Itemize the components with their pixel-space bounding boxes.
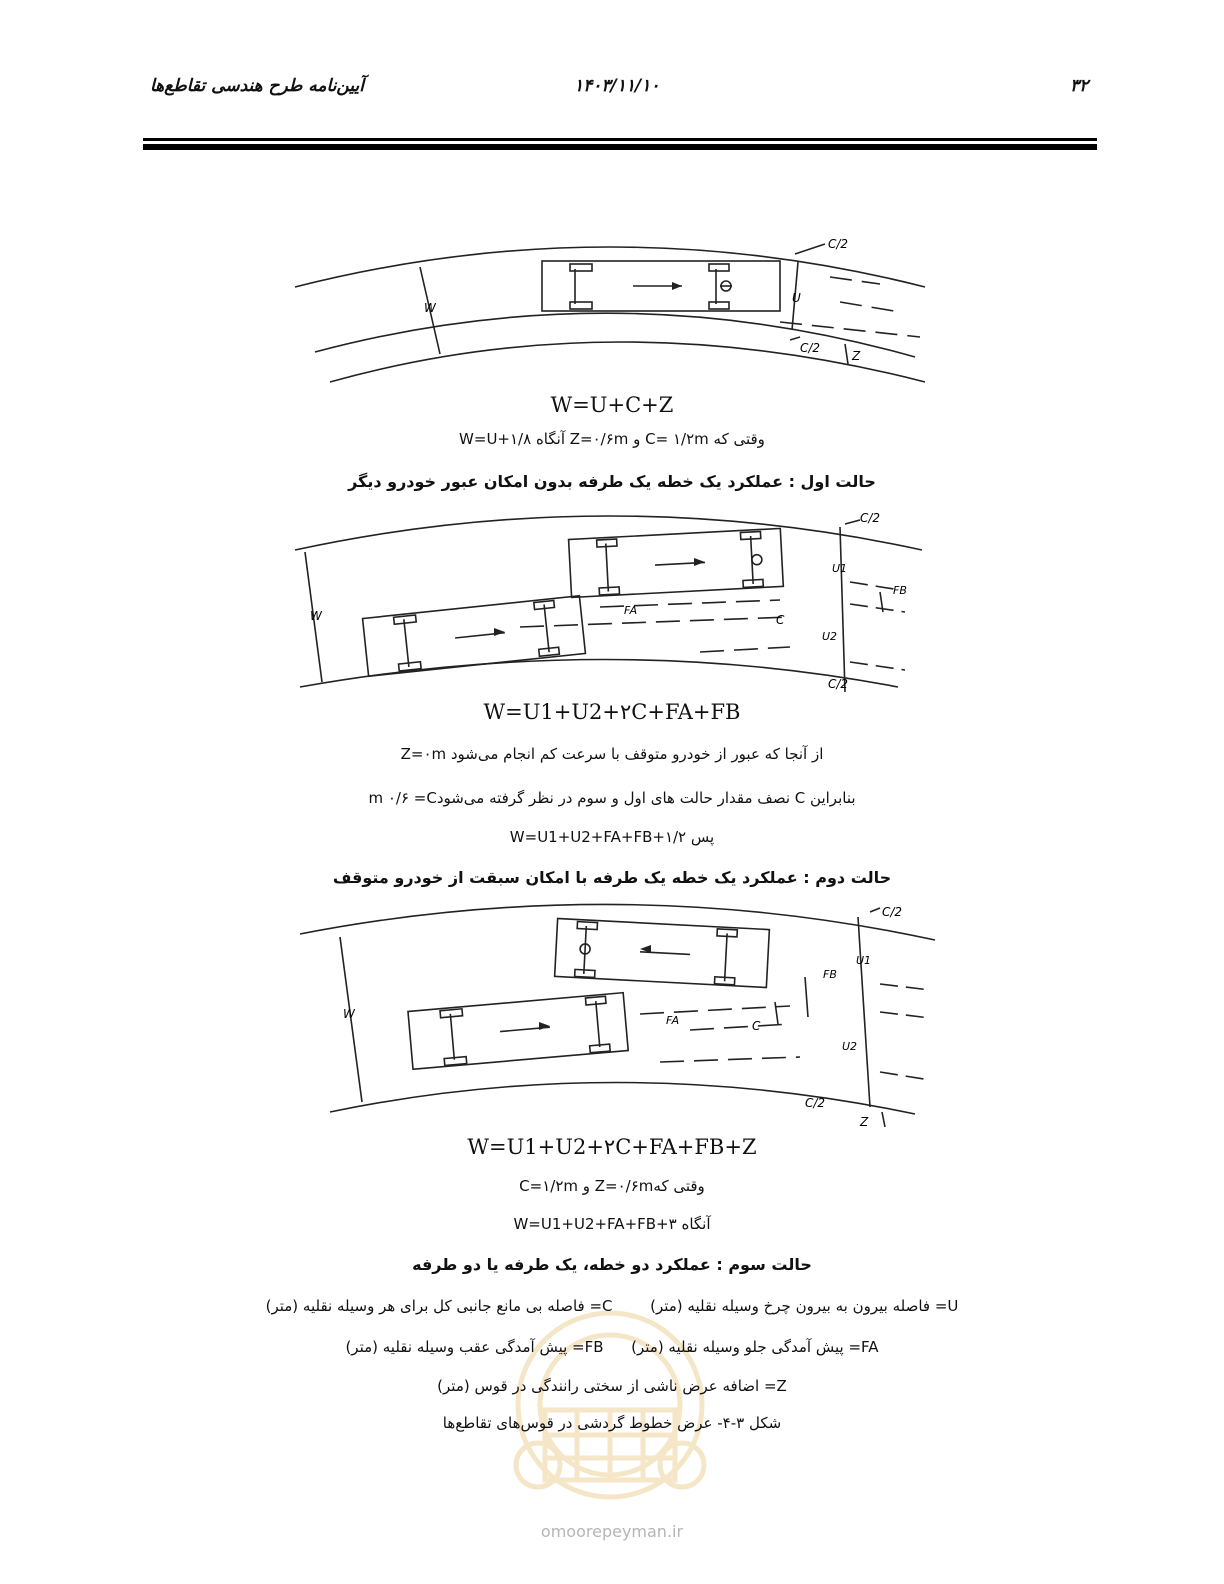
header-date: ۱۴۰۳/۱۱/۱۰ [574, 76, 660, 96]
legend-line-1 [0, 1297, 1224, 1315]
label-fa: FA [624, 604, 638, 617]
legend-c: C= فاصله بی مانع جانبی کل برای هر وسیله نقلیه (متر) [265, 1297, 613, 1315]
figure-1-caption: حالت اول : عملکرد یک خطه یک طرفه بدون امکان عبور خودرو دیگر [348, 472, 876, 491]
inner-road-edge [315, 313, 915, 357]
outer-road-edge [295, 516, 922, 550]
outer-road-edge-lower [330, 342, 925, 382]
figure-1-diagram [0, 232, 1224, 392]
figure-2-note-3: پس W=U1+U2+FA+FB+۱/۲ [509, 828, 715, 846]
figure-3-diagram [0, 902, 1224, 1132]
label-u1: U1 [856, 954, 872, 967]
figure-2-caption: حالت دوم : عملکرد یک خطه یک طرفه با امکان سبقت از خودرو متوقف [332, 868, 892, 887]
label-u2: U2 [822, 630, 838, 643]
label-z: Z [860, 1115, 869, 1129]
label-u: U [792, 291, 801, 305]
label-u1: U1 [832, 562, 848, 575]
page-number: ۳۲ [1070, 76, 1089, 96]
outer-road-edge [295, 247, 925, 287]
label-c2-top: C/2 [828, 237, 849, 251]
header-rule-thin [143, 138, 1097, 141]
legend-fa: FA= پیش آمدگی جلو وسیله نقلیه (متر) [631, 1338, 879, 1356]
label-c: C [752, 1019, 761, 1033]
label-c2-bottom: C/2 [800, 341, 821, 355]
figure-3-caption: حالت سوم : عملکرد دو خطه، یک طرفه یا دو طرفه [412, 1255, 812, 1274]
legend-fb: FB= پیش آمدگی عقب وسیله نقلیه (متر) [345, 1338, 604, 1356]
figure-3-result: آنگاه W=U1+U2+FA+FB+۳ [513, 1215, 711, 1233]
direction-arrow-icon-2 [694, 558, 705, 566]
figure-3-condition: وقتی کهZ=۰/۶m و C=۱/۲m [519, 1177, 705, 1195]
label-c2-top: C/2 [882, 905, 903, 919]
label-c2-bottom: C/2 [805, 1096, 826, 1110]
label-w: W [343, 1007, 355, 1021]
direction-arrow-icon [672, 282, 682, 290]
label-fa: FA [666, 1014, 680, 1027]
watermark-site: omoorepeyman.ir [540, 1522, 684, 1541]
label-c: C [776, 613, 785, 627]
legend-u: U= فاصله بیرون به بیرون چرخ وسیله نقلیه (متر) [650, 1297, 959, 1315]
figure-2-diagram [0, 512, 1224, 697]
figure-3-equation: W=U1+U2+۲C+FA+FB+Z [467, 1135, 757, 1159]
figure-1-condition: وقتی که C= ۱/۲m و Z=۰/۶m آنگاه W=U+۱/۸ [459, 430, 765, 448]
label-fb: FB [823, 968, 837, 981]
legend-line-2 [0, 1338, 1224, 1356]
direction-arrow-icon-2 [539, 1022, 550, 1030]
label-w: W [310, 609, 322, 623]
inner-road-edge [330, 1082, 915, 1114]
label-c2-top: C/2 [860, 512, 881, 525]
figure-1-equation: W=U+C+Z [550, 393, 674, 417]
header-title: آیین‌نامه طرح هندسی تقاطع‌ها [150, 76, 364, 96]
figure-caption: شکل ۳-۴- عرض خطوط گردشی در قوس‌های تقاطع‌ها [442, 1414, 782, 1432]
label-u2: U2 [842, 1040, 858, 1053]
header-rule-thick [143, 144, 1097, 150]
figure-2-note-1: از آنجا که عبور از خودرو متوقف با سرعت کم انجام می‌شود Z=۰m [400, 745, 824, 763]
watermark-logo-icon [450, 1290, 770, 1520]
direction-arrow-icon [494, 628, 505, 636]
label-w: W [424, 301, 436, 315]
legend-z: Z= اضافه عرض ناشی از سختی رانندگی در قوس (متر) [437, 1377, 787, 1395]
figure-2-note-2: بنابراین C نصف مقدار حالت های اول و سوم در نظر گرفته می‌شودm ۰/۶ =C [368, 789, 856, 807]
label-fb: FB [893, 584, 907, 597]
label-c2-bottom: C/2 [828, 677, 849, 691]
figure-2-equation: W=U1+U2+۲C+FA+FB [483, 700, 741, 724]
label-z: Z [852, 349, 861, 363]
